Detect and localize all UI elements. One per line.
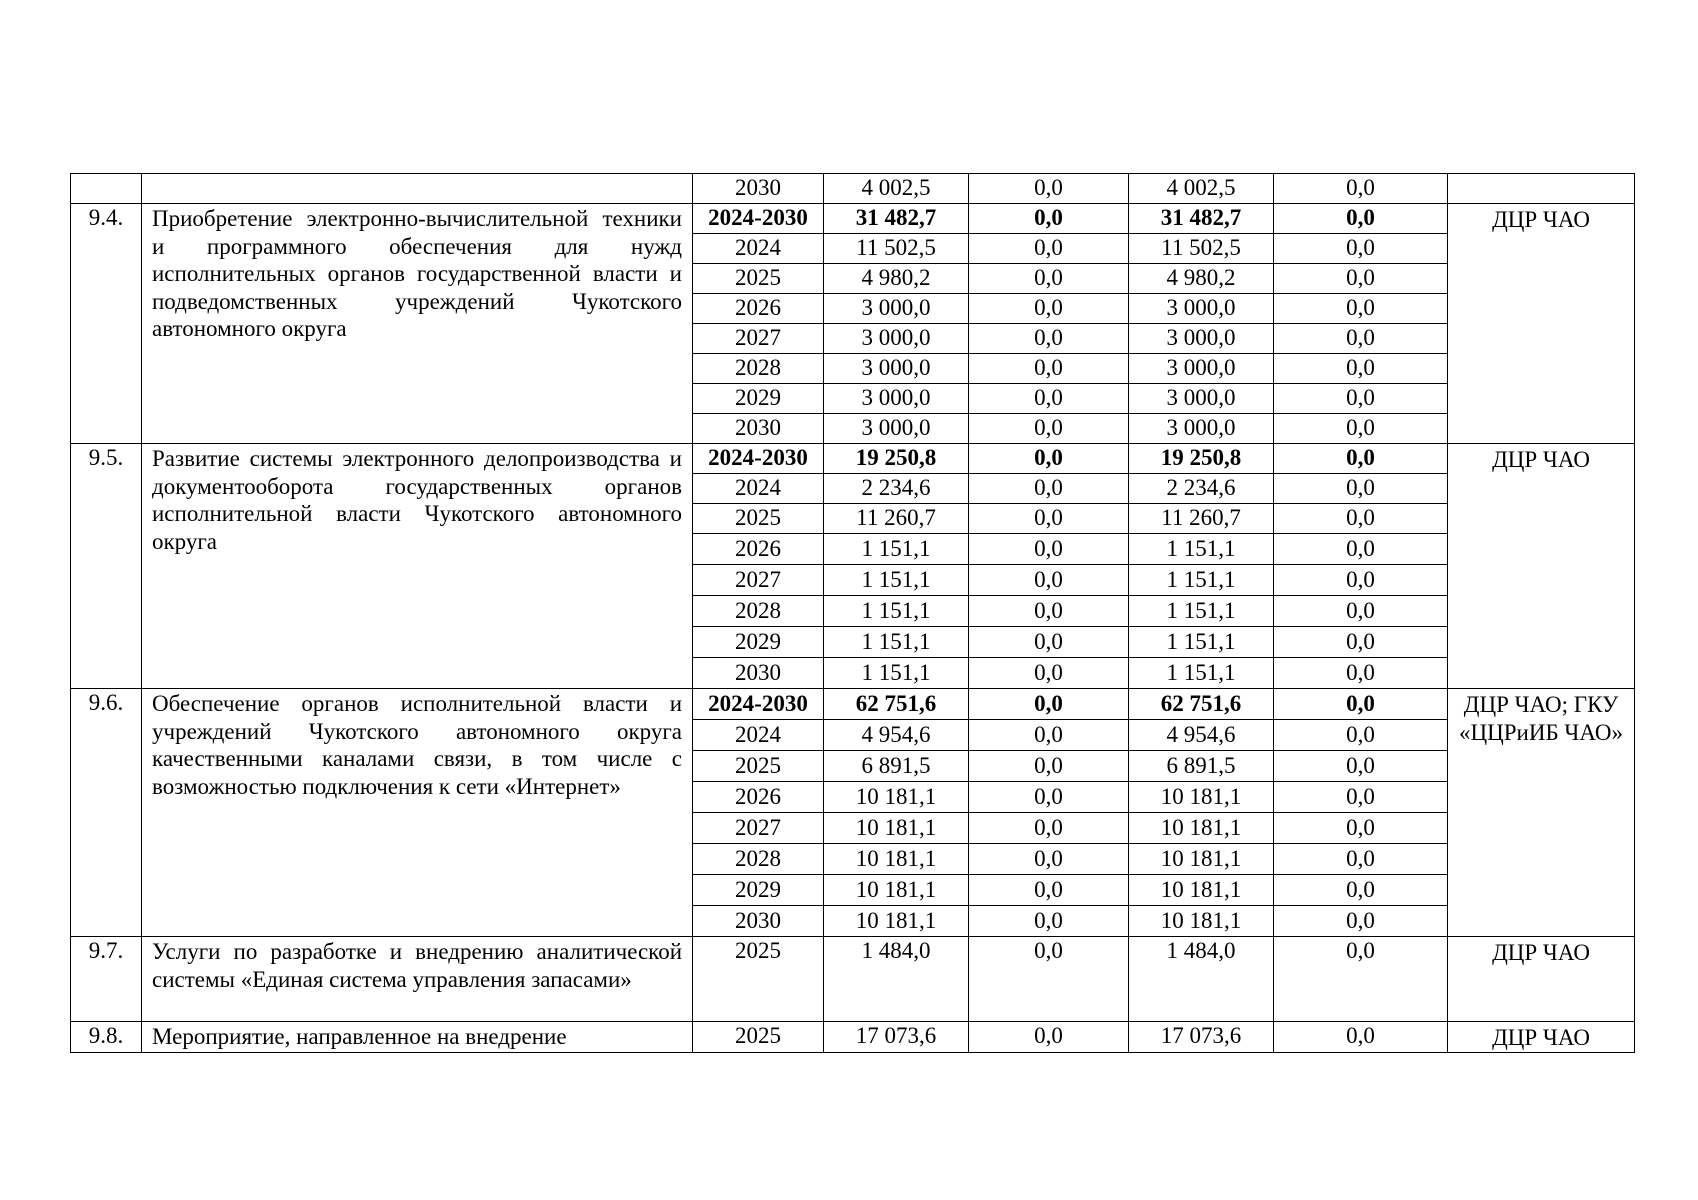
funding-cell-2: 11 502,5 <box>1129 234 1274 264</box>
year-cell: 2030 <box>693 414 824 444</box>
funding-cell-2: 2 234,6 <box>1129 474 1274 504</box>
item-number-cell: 9.8. <box>71 1022 142 1053</box>
executor-cell: ДЦР ЧАО <box>1448 937 1635 1022</box>
total-cell: 4 980,2 <box>824 264 969 294</box>
funding-cell-3: 0,0 <box>1274 720 1448 751</box>
item-name-cell: Услуги по разработке и внедрению аналитической системы «Единая система управления запасами» <box>142 937 693 1022</box>
total-cell: 1 151,1 <box>824 596 969 627</box>
funding-cell-1: 0,0 <box>969 689 1129 720</box>
total-cell: 62 751,6 <box>824 689 969 720</box>
table-row <box>71 689 1635 720</box>
total-cell: 3 000,0 <box>824 354 969 384</box>
budget-table <box>70 173 1635 1053</box>
year-cell: 2025 <box>693 264 824 294</box>
funding-cell-3: 0,0 <box>1274 844 1448 875</box>
funding-cell-3: 0,0 <box>1274 384 1448 414</box>
funding-cell-2: 17 073,6 <box>1129 1022 1274 1053</box>
funding-cell-3: 0,0 <box>1274 234 1448 264</box>
funding-cell-2: 1 151,1 <box>1129 627 1274 658</box>
funding-cell-2: 1 151,1 <box>1129 565 1274 596</box>
funding-cell-2: 1 151,1 <box>1129 534 1274 565</box>
item-name-cell: Мероприятие, направленное на внедрение <box>142 1022 693 1053</box>
year-cell: 2026 <box>693 782 824 813</box>
year-cell: 2030 <box>693 174 824 204</box>
total-cell: 19 250,8 <box>824 444 969 474</box>
year-cell: 2028 <box>693 354 824 384</box>
year-cell: 2026 <box>693 294 824 324</box>
item-number-cell <box>71 174 142 204</box>
funding-cell-3: 0,0 <box>1274 294 1448 324</box>
funding-cell-2: 11 260,7 <box>1129 504 1274 534</box>
funding-cell-2: 31 482,7 <box>1129 204 1274 234</box>
funding-cell-2: 1 151,1 <box>1129 596 1274 627</box>
total-cell: 10 181,1 <box>824 844 969 875</box>
funding-cell-1: 0,0 <box>969 1022 1129 1053</box>
total-cell: 3 000,0 <box>824 294 969 324</box>
funding-cell-3: 0,0 <box>1274 658 1448 689</box>
total-cell: 1 151,1 <box>824 565 969 596</box>
executor-cell: ДЦР ЧАО; ГКУ «ЦЦРиИБ ЧАО» <box>1448 689 1635 937</box>
funding-cell-2: 6 891,5 <box>1129 751 1274 782</box>
table-row <box>71 1022 1635 1053</box>
funding-cell-2: 3 000,0 <box>1129 384 1274 414</box>
funding-cell-1: 0,0 <box>969 354 1129 384</box>
funding-cell-1: 0,0 <box>969 565 1129 596</box>
year-cell: 2028 <box>693 844 824 875</box>
funding-cell-3: 0,0 <box>1274 937 1448 1022</box>
executor-cell: ДЦР ЧАО <box>1448 1022 1635 1053</box>
year-cell: 2029 <box>693 627 824 658</box>
funding-cell-1: 0,0 <box>969 324 1129 354</box>
item-number-cell: 9.4. <box>71 204 142 444</box>
year-cell: 2027 <box>693 565 824 596</box>
funding-cell-3: 0,0 <box>1274 444 1448 474</box>
year-cell: 2027 <box>693 324 824 354</box>
funding-cell-1: 0,0 <box>969 627 1129 658</box>
year-cell: 2024-2030 <box>693 204 824 234</box>
funding-cell-3: 0,0 <box>1274 414 1448 444</box>
funding-cell-3: 0,0 <box>1274 354 1448 384</box>
year-cell: 2025 <box>693 1022 824 1053</box>
funding-cell-3: 0,0 <box>1274 565 1448 596</box>
total-cell: 10 181,1 <box>824 782 969 813</box>
funding-cell-1: 0,0 <box>969 234 1129 264</box>
funding-cell-2: 10 181,1 <box>1129 875 1274 906</box>
total-cell: 4 954,6 <box>824 720 969 751</box>
item-number-cell: 9.6. <box>71 689 142 937</box>
total-cell: 31 482,7 <box>824 204 969 234</box>
funding-cell-2: 1 151,1 <box>1129 658 1274 689</box>
funding-cell-1: 0,0 <box>969 264 1129 294</box>
funding-cell-3: 0,0 <box>1274 474 1448 504</box>
item-name-cell: Развитие системы электронного делопроизводства и документооборота государственных органов исполнительной власти Чукотского автономного округа <box>142 444 693 689</box>
funding-cell-1: 0,0 <box>969 596 1129 627</box>
funding-cell-3: 0,0 <box>1274 751 1448 782</box>
funding-cell-3: 0,0 <box>1274 174 1448 204</box>
funding-cell-1: 0,0 <box>969 751 1129 782</box>
funding-cell-3: 0,0 <box>1274 875 1448 906</box>
funding-cell-2: 10 181,1 <box>1129 782 1274 813</box>
funding-cell-3: 0,0 <box>1274 204 1448 234</box>
funding-cell-2: 1 484,0 <box>1129 937 1274 1022</box>
funding-cell-1: 0,0 <box>969 294 1129 324</box>
funding-cell-1: 0,0 <box>969 474 1129 504</box>
funding-cell-1: 0,0 <box>969 937 1129 1022</box>
total-cell: 1 151,1 <box>824 627 969 658</box>
funding-cell-2: 3 000,0 <box>1129 354 1274 384</box>
total-cell: 10 181,1 <box>824 813 969 844</box>
total-cell: 17 073,6 <box>824 1022 969 1053</box>
year-cell: 2025 <box>693 937 824 1022</box>
total-cell: 11 502,5 <box>824 234 969 264</box>
table-row <box>71 204 1635 234</box>
funding-cell-2: 10 181,1 <box>1129 844 1274 875</box>
funding-cell-1: 0,0 <box>969 444 1129 474</box>
funding-cell-2: 10 181,1 <box>1129 906 1274 937</box>
funding-cell-3: 0,0 <box>1274 264 1448 294</box>
table-row <box>71 444 1635 474</box>
item-name-cell: Обеспечение органов исполнительной власти и учреждений Чукотского автономного округа качественными каналами связи, в том числе с возможностью подключения к сети «Интернет» <box>142 689 693 937</box>
funding-cell-2: 62 751,6 <box>1129 689 1274 720</box>
funding-cell-1: 0,0 <box>969 720 1129 751</box>
total-cell: 3 000,0 <box>824 324 969 354</box>
funding-cell-1: 0,0 <box>969 204 1129 234</box>
funding-cell-3: 0,0 <box>1274 596 1448 627</box>
funding-cell-3: 0,0 <box>1274 689 1448 720</box>
funding-cell-1: 0,0 <box>969 813 1129 844</box>
funding-cell-2: 4 954,6 <box>1129 720 1274 751</box>
funding-cell-1: 0,0 <box>969 174 1129 204</box>
executor-cell <box>1448 174 1635 204</box>
item-name-cell: Приобретение электронно-вычислительной техники и программного обеспечения для нужд исполнительных органов государственной власти и подведомственных учреждений Чукотского автономного округа <box>142 204 693 444</box>
year-cell: 2027 <box>693 813 824 844</box>
total-cell: 11 260,7 <box>824 504 969 534</box>
funding-cell-2: 3 000,0 <box>1129 324 1274 354</box>
funding-cell-2: 4 980,2 <box>1129 264 1274 294</box>
total-cell: 2 234,6 <box>824 474 969 504</box>
item-number-cell: 9.7. <box>71 937 142 1022</box>
funding-cell-1: 0,0 <box>969 875 1129 906</box>
funding-cell-3: 0,0 <box>1274 324 1448 354</box>
funding-cell-1: 0,0 <box>969 844 1129 875</box>
funding-cell-1: 0,0 <box>969 504 1129 534</box>
total-cell: 6 891,5 <box>824 751 969 782</box>
total-cell: 10 181,1 <box>824 906 969 937</box>
funding-cell-1: 0,0 <box>969 534 1129 565</box>
table-row <box>71 174 1635 204</box>
funding-cell-1: 0,0 <box>969 384 1129 414</box>
total-cell: 3 000,0 <box>824 384 969 414</box>
table-row <box>71 937 1635 1022</box>
year-cell: 2028 <box>693 596 824 627</box>
total-cell: 3 000,0 <box>824 414 969 444</box>
year-cell: 2029 <box>693 875 824 906</box>
funding-cell-3: 0,0 <box>1274 504 1448 534</box>
funding-cell-1: 0,0 <box>969 906 1129 937</box>
funding-cell-3: 0,0 <box>1274 627 1448 658</box>
year-cell: 2030 <box>693 906 824 937</box>
year-cell: 2026 <box>693 534 824 565</box>
item-name-cell <box>142 174 693 204</box>
year-cell: 2030 <box>693 658 824 689</box>
year-cell: 2024-2030 <box>693 689 824 720</box>
total-cell: 1 151,1 <box>824 534 969 565</box>
year-cell: 2024-2030 <box>693 444 824 474</box>
executor-cell: ДЦР ЧАО <box>1448 444 1635 689</box>
funding-cell-2: 3 000,0 <box>1129 294 1274 324</box>
total-cell: 10 181,1 <box>824 875 969 906</box>
year-cell: 2025 <box>693 504 824 534</box>
year-cell: 2024 <box>693 234 824 264</box>
funding-cell-3: 0,0 <box>1274 782 1448 813</box>
item-number-cell: 9.5. <box>71 444 142 689</box>
funding-cell-1: 0,0 <box>969 782 1129 813</box>
funding-cell-2: 19 250,8 <box>1129 444 1274 474</box>
total-cell: 1 151,1 <box>824 658 969 689</box>
funding-cell-1: 0,0 <box>969 414 1129 444</box>
year-cell: 2024 <box>693 720 824 751</box>
funding-cell-2: 10 181,1 <box>1129 813 1274 844</box>
total-cell: 1 484,0 <box>824 937 969 1022</box>
funding-cell-3: 0,0 <box>1274 534 1448 565</box>
year-cell: 2024 <box>693 474 824 504</box>
total-cell: 4 002,5 <box>824 174 969 204</box>
funding-cell-1: 0,0 <box>969 658 1129 689</box>
year-cell: 2025 <box>693 751 824 782</box>
funding-cell-2: 3 000,0 <box>1129 414 1274 444</box>
funding-cell-3: 0,0 <box>1274 1022 1448 1053</box>
funding-cell-3: 0,0 <box>1274 813 1448 844</box>
funding-cell-2: 4 002,5 <box>1129 174 1274 204</box>
funding-cell-3: 0,0 <box>1274 906 1448 937</box>
executor-cell: ДЦР ЧАО <box>1448 204 1635 444</box>
year-cell: 2029 <box>693 384 824 414</box>
